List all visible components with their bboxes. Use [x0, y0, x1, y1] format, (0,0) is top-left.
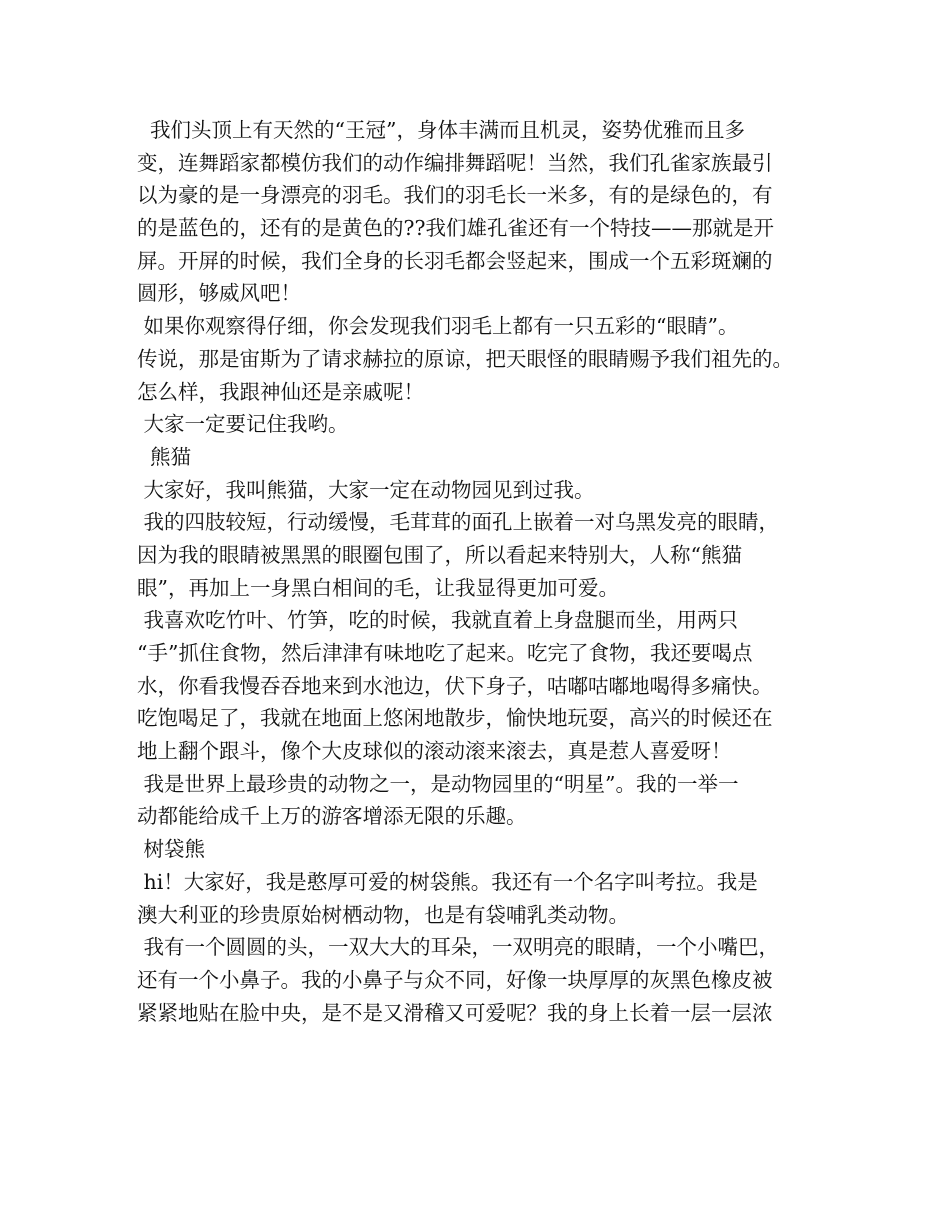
text-line: 吃饱喝足了，我就在地面上悠闲地散步，愉快地玩耍，高兴的时候还在 — [137, 706, 773, 731]
text-line: 我喜欢吃竹叶、竹笋，吃的时候，我就直着上身盘腿而坐，用两只 — [137, 608, 739, 633]
text-line: 地上翻个跟斗，像个大皮球似的滚动滚来滚去，真是惹人喜爱呀！ — [137, 739, 732, 764]
text-line: 变，连舞蹈家都模仿我们的动作编排舞蹈呢！当然，我们孔雀家族最引 — [137, 150, 773, 175]
text-line: “手”抓住食物，然后津津有味地吃了起来。吃完了食物，我还要喝点 — [137, 641, 753, 665]
section-heading-koala: 树袋熊 — [137, 837, 206, 862]
text-line: 我是世界上最珍贵的动物之一，是动物园里的“明星”。我的一举一 — [137, 771, 739, 796]
text-line: 我的四肢较短，行动缓慢，毛茸茸的面孔上嵌着一对乌黑发亮的眼睛， — [137, 510, 780, 535]
document-body — [137, 114, 827, 1029]
text-line: 圆形，够威风吧！ — [137, 281, 301, 306]
text-line: 大家好，我叫熊猫，大家一定在动物园见到过我。 — [137, 477, 595, 502]
text-line: 传说，那是宙斯为了请求赫拉的原谅，把天眼怪的眼睛赐予我们祖先的。 — [137, 346, 793, 371]
text-line: 澳大利亚的珍贵原始树栖动物，也是有袋哺乳类动物。 — [137, 902, 629, 927]
text-line: 我们头顶上有天然的“王冠”，身体丰满而且机灵，姿势优雅而且多 — [137, 118, 745, 142]
section-heading-panda: 熊猫 — [137, 444, 192, 469]
text-line: hi！大家好，我是憨厚可爱的树袋熊。我还有一个名字叫考拉。我是 — [137, 869, 758, 894]
text-line: 动都能给成千上万的游客增添无限的乐趣。 — [137, 804, 527, 829]
text-line: 眼”，再加上一身黑白相间的毛，让我显得更加可爱。 — [137, 575, 619, 600]
text-line: 的是蓝色的，还有的是黄色的??我们雄孔雀还有一个特技——那就是开 — [137, 216, 774, 241]
text-line: 我有一个圆圆的头，一双大大的耳朵，一双明亮的眼睛，一个小嘴巴， — [137, 935, 780, 960]
text-line: 屏。开屏的时候，我们全身的长羽毛都会竖起来，围成一个五彩斑斓的 — [137, 248, 773, 273]
text-line: 因为我的眼睛被黑黑的眼圈包围了，所以看起来特别大，人称“熊猫 — [137, 542, 742, 567]
text-line: 水，你看我慢吞吞地来到水池边，伏下身子，咕嘟咕嘟地喝得多痛快。 — [137, 673, 773, 698]
text-line: 大家一定要记住我哟。 — [137, 412, 349, 437]
text-line: 如果你观察得仔细，你会发现我们羽毛上都有一只五彩的“眼睛”。 — [137, 314, 739, 339]
text-line: 怎么样，我跟神仙还是亲戚呢！ — [137, 379, 424, 404]
text-line: 紧紧地贴在脸中央，是不是又滑稽又可爱呢？我的身上长着一层一层浓 — [137, 1000, 773, 1025]
text-line: 以为豪的是一身漂亮的羽毛。我们的羽毛长一米多，有的是绿色的，有 — [137, 183, 773, 208]
text-line: 还有一个小鼻子。我的小鼻子与众不同，好像一块厚厚的灰黑色橡皮被 — [137, 967, 773, 992]
